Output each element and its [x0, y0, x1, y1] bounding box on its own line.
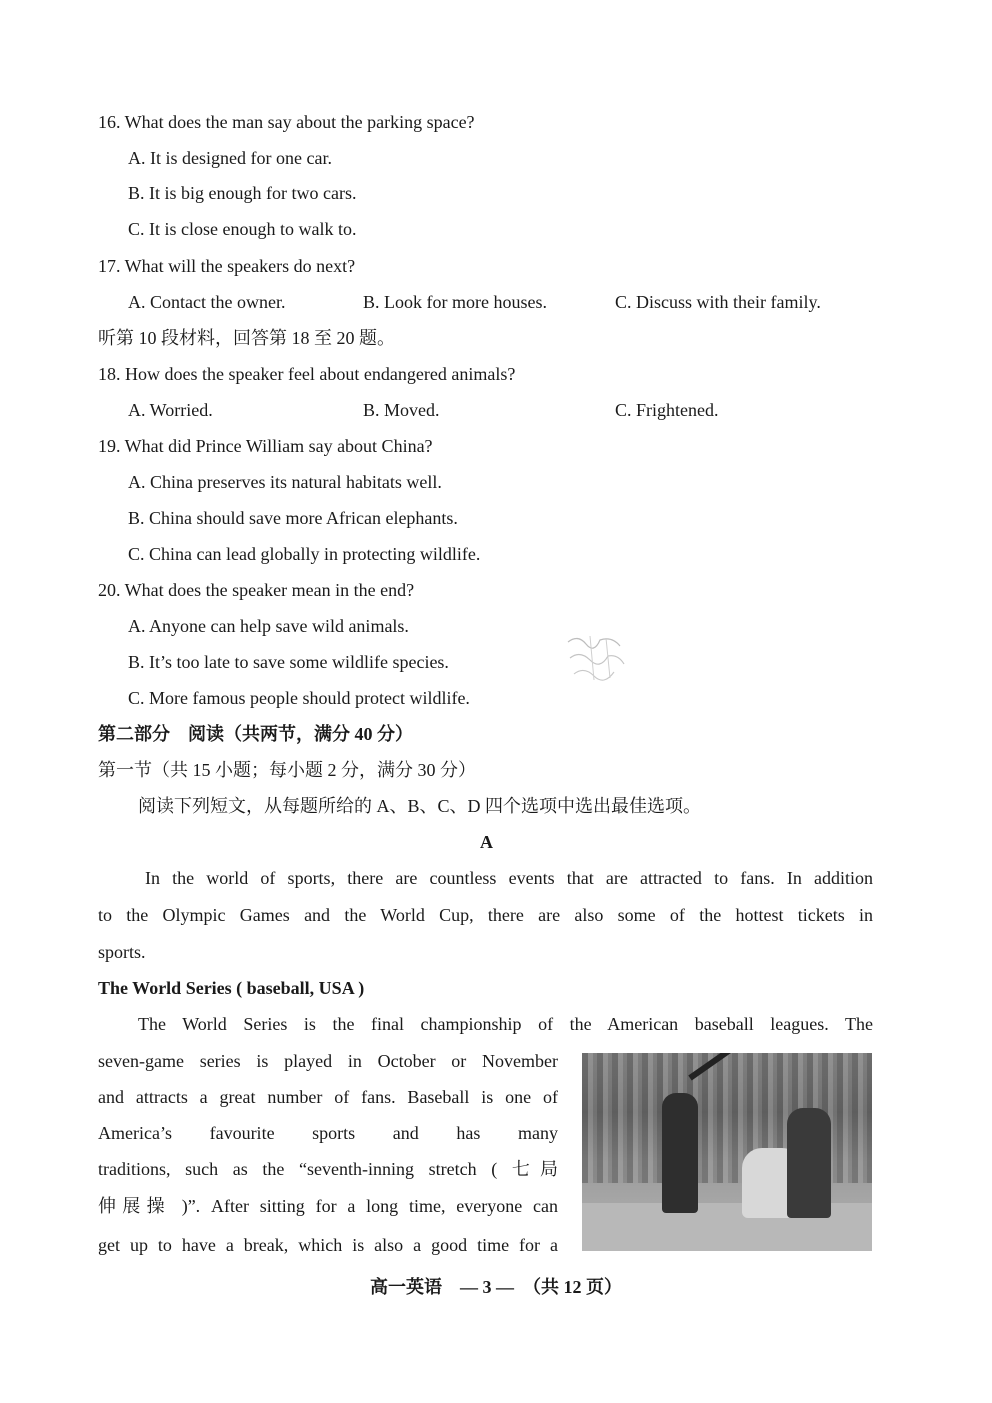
ws-line-3: and attracts a great number of fans. Baseball is one of	[98, 1087, 558, 1107]
intro-line-1: In the world of sports, there are countless events that are attracted to fans. In addition	[145, 868, 873, 888]
ws-line-4: America’s favourite sports and has many	[98, 1123, 558, 1143]
option-18b: B. Moved.	[363, 400, 440, 420]
ws-line-6: 伸展操 )”. After sitting for a long time, everyone can	[98, 1196, 558, 1216]
intro-line-3: sports.	[98, 942, 146, 962]
baseball-photo	[582, 1053, 872, 1251]
question-18: 18. How does the speaker feel about endangered animals?	[98, 364, 516, 384]
question-19: 19. What did Prince William say about China?	[98, 436, 433, 456]
ws-line-2: seven-game series is played in October or November	[98, 1051, 558, 1071]
ws-line-5: traditions, such as the “seventh-inning stretch ( 七局	[98, 1159, 558, 1179]
passage-label: A	[480, 832, 493, 852]
photo-umpire	[787, 1108, 831, 1218]
option-16c: C. It is close enough to walk to.	[128, 219, 357, 239]
photo-batter	[662, 1093, 698, 1213]
ws-line-1: The World Series is the final championship of the American baseball leagues. The	[138, 1014, 873, 1034]
instruction-material-10: 听第 10 段材料，回答第 18 至 20 题。	[98, 328, 395, 348]
option-16a: A. It is designed for one car.	[128, 148, 332, 168]
pencil-scribble-mark	[560, 630, 630, 685]
option-17c: C. Discuss with their family.	[615, 292, 821, 312]
option-18a: A. Worried.	[128, 400, 213, 420]
section1-instruction: 阅读下列短文，从每题所给的 A、B、C、D 四个选项中选出最佳选项。	[138, 796, 702, 816]
option-20a: A. Anyone can help save wild animals.	[128, 616, 409, 636]
ws-line-7: get up to have a break, which is also a good time for a	[98, 1235, 558, 1255]
section1-title: 第一节（共 15 小题；每小题 2 分，满分 30 分）	[98, 760, 476, 780]
question-20: 20. What does the speaker mean in the end?	[98, 580, 415, 600]
option-20b: B. It’s too late to save some wildlife species.	[128, 652, 449, 672]
option-19b: B. China should save more African elephants.	[128, 508, 458, 528]
part2-title: 第二部分 阅读（共两节，满分 40 分）	[98, 724, 413, 744]
option-19c: C. China can lead globally in protecting wildlife.	[128, 544, 481, 564]
option-19a: A. China preserves its natural habitats well.	[128, 472, 442, 492]
question-17: 17. What will the speakers do next?	[98, 256, 356, 276]
option-17b: B. Look for more houses.	[363, 292, 547, 312]
option-20c: C. More famous people should protect wildlife.	[128, 688, 470, 708]
intro-line-2: to the Olympic Games and the World Cup, there are also some of the hottest tickets in	[98, 905, 873, 925]
option-16b: B. It is big enough for two cars.	[128, 183, 357, 203]
question-16: 16. What does the man say about the parking space?	[98, 112, 475, 132]
page-footer: 高一英语 — 3 — （共 12 页）	[370, 1277, 622, 1297]
subheading-world-series: The World Series ( baseball, USA )	[98, 978, 365, 998]
option-18c: C. Frightened.	[615, 400, 719, 420]
option-17a: A. Contact the owner.	[128, 292, 286, 312]
